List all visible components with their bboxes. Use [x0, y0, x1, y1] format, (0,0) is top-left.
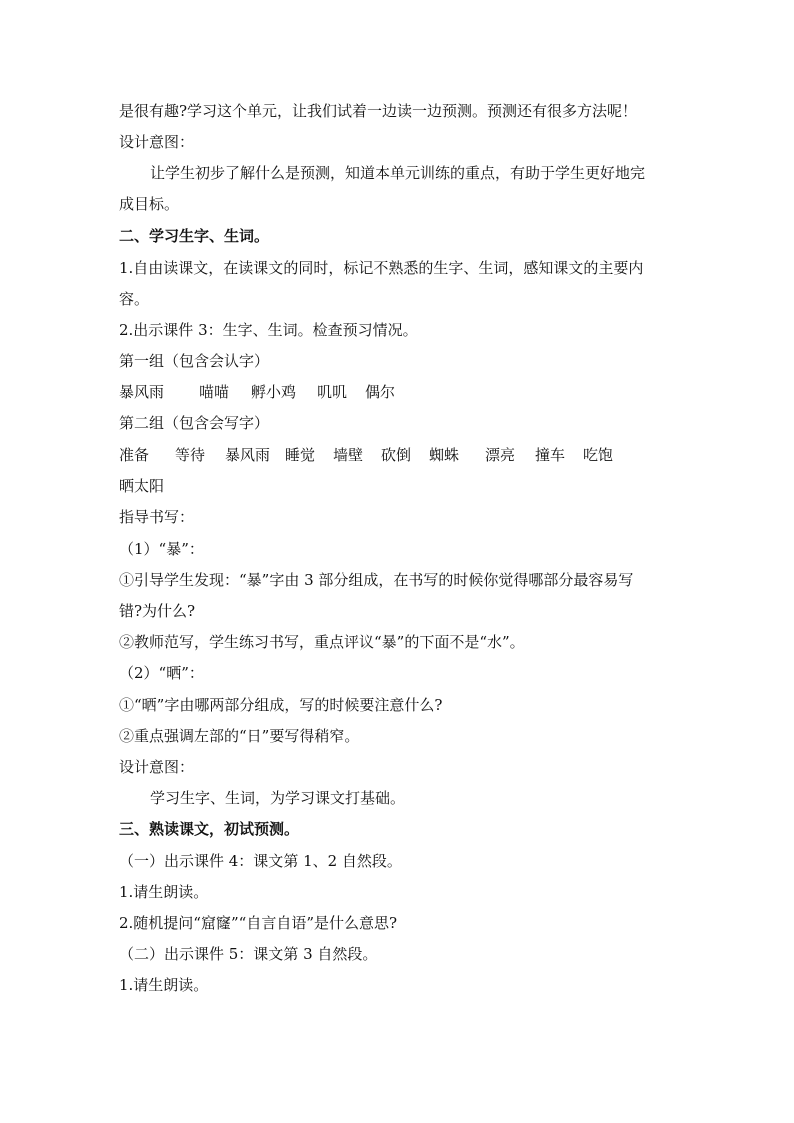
word-list-group1: [119, 382, 395, 402]
text-line: 错?为什么?: [119, 602, 196, 620]
word: 等待: [175, 446, 206, 464]
text-line: 晒太阳: [119, 477, 165, 495]
section-label: 设计意图：: [119, 133, 195, 151]
word: 墙壁: [333, 446, 364, 464]
text-line: 1.请生朗读。: [119, 976, 209, 994]
text-line: （一）出示课件 4：课文第 1、2 自然段。: [119, 852, 402, 870]
text-line: （1）“暴”：: [119, 540, 204, 558]
word: 孵小鸡: [251, 383, 297, 401]
word: 吃饱: [583, 446, 614, 464]
word: 叽叽: [317, 383, 348, 401]
text-line: ②重点强调左部的“日”要写得稍窄。: [119, 727, 360, 745]
text-line: 学习生字、生词，为学习课文打基础。: [150, 789, 406, 807]
text-line: ①引导学生发现：“暴”字由 3 部分组成，在书写的时候你觉得哪部分最容易写: [119, 571, 634, 589]
group-label: 第一组（包含会认字）: [119, 352, 270, 370]
text-line: （二）出示课件 5：课文第 3 自然段。: [119, 945, 378, 963]
word: 暴风雨: [119, 383, 165, 401]
section-label: 指导书写：: [119, 508, 195, 526]
word: 砍倒: [381, 446, 412, 464]
section-label: 设计意图：: [119, 758, 195, 776]
word: 喵喵: [199, 383, 230, 401]
word: 准备: [119, 446, 150, 464]
text-line: 1.自由读课文，在读课文的同时，标记不熟悉的生字、生词，感知课文的主要内: [119, 259, 644, 277]
word: 蜘蛛: [429, 446, 460, 464]
text-line: 让学生初步了解什么是预测，知道本单元训练的重点，有助于学生更好地完: [150, 164, 646, 182]
word: 睡觉: [285, 446, 316, 464]
section-heading: 二、学习生字、生词。: [119, 227, 270, 245]
word: 偶尔: [365, 383, 396, 401]
text-line: 2.出示课件 3：生字、生词。检查预习情况。: [119, 321, 418, 339]
text-line: 2.随机提问“窟窿”“自言自语”是什么意思?: [119, 914, 398, 932]
text-line: 成目标。: [119, 195, 180, 213]
text-line: ②教师范写，学生练习书写，重点评议“暴”的下面不是“水”。: [119, 633, 525, 651]
section-heading: 三、熟读课文，初试预测。: [119, 820, 300, 838]
text-line: （2）“晒”：: [119, 664, 204, 682]
text-line: 1.请生朗读。: [119, 883, 209, 901]
word: 暴风雨: [225, 446, 271, 464]
word-list-group2: [119, 445, 613, 465]
word: 漂亮: [485, 446, 516, 464]
word: 撞车: [535, 446, 566, 464]
text-line: ①“晒”字由哪两部分组成，写的时候要注意什么?: [119, 696, 443, 714]
text-line: 容。: [119, 290, 150, 308]
group-label: 第二组（包含会写字）: [119, 414, 270, 432]
text-line: 是很有趣?学习这个单元，让我们试着一边读一边预测。预测还有很多方法呢！: [119, 102, 638, 120]
